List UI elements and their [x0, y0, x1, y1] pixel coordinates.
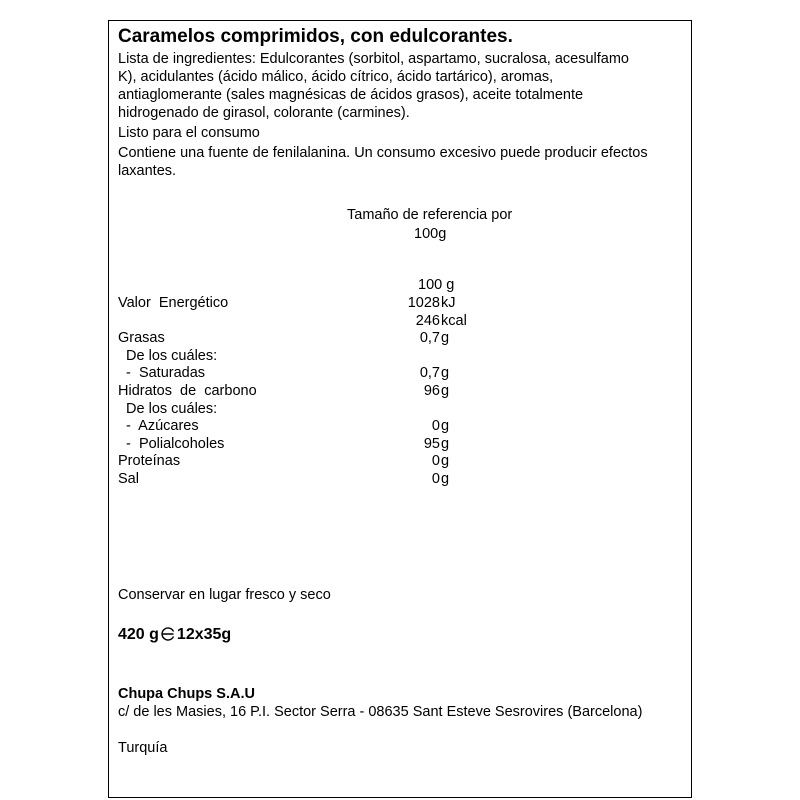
net-weight-value: 420 g [118, 626, 159, 643]
ready-to-eat-text: Listo para el consumo [118, 125, 260, 141]
nutrition-value: 96 [423, 383, 440, 399]
nutrition-unit: g [441, 453, 450, 470]
product-title: Caramelos comprimidos, con edulcorantes. [118, 26, 513, 47]
nutrition-unit: g [441, 330, 450, 347]
warning-line-2: laxantes. [118, 163, 177, 179]
nutrition-label: - Polialcoholes [118, 435, 225, 452]
estimated-sign-icon [161, 627, 175, 641]
ingredients-line-4: hidrogenado de girasol, colorante (carmines). [118, 105, 410, 121]
nutrition-label: De los cuáles: [118, 347, 218, 364]
ingredients-line-3: antiaglomerante (sales magnésicas de ácidos grasos), aceite totalmente [118, 87, 584, 103]
storage-instructions: Conservar en lugar fresco y seco [118, 587, 331, 603]
nutrition-unit: g [441, 471, 450, 487]
nutrition-value: 1028 [407, 295, 440, 311]
nutrition-unit: g [441, 418, 450, 435]
nutrition-reference-header: Tamaño de referencia por [347, 207, 513, 223]
company-address: c/ de les Masies, 16 P.I. Sector Serra - 08635 Sant Esteve Sesrovires (Barcelona) [118, 704, 643, 720]
nutrition-unit: kcal [441, 312, 467, 329]
net-weight-packs: 12x35g [176, 626, 232, 643]
nutrition-label: Valor Energético [118, 295, 229, 311]
nutrition-value: 246 [415, 312, 440, 329]
company-name: Chupa Chups S.A.U [118, 686, 255, 702]
nutrition-label: - Azúcares [118, 418, 199, 435]
nutrition-label: Hidratos de carbono [118, 383, 257, 399]
warning-line-1: Contiene una fuente de fenilalanina. Un consumo excesivo puede producir efectos [118, 145, 648, 161]
nutrition-value: 0,7 [419, 365, 440, 382]
nutrition-value: 0,7 [419, 330, 440, 347]
ingredients-line-1: Lista de ingredientes: Edulcorantes (sorbitol, aspartamo, sucralosa, acesulfamo [118, 51, 629, 67]
country-of-origin: Turquía [118, 740, 168, 756]
nutrition-unit: g [441, 383, 450, 399]
nutrition-value: 0 [431, 453, 440, 470]
nutrition-column-header: 100 g [418, 277, 455, 293]
nutrition-unit: kJ [441, 295, 456, 311]
nutrition-value: 0 [431, 418, 440, 435]
net-weight [118, 626, 231, 643]
nutrition-value: 0 [431, 471, 440, 487]
nutrition-reference-unit: 100g [414, 226, 447, 242]
ingredients-line-2: K), acidulantes (ácido málico, ácido cítrico, ácido tartárico), aromas, [118, 69, 554, 85]
nutrition-label: De los cuáles: [118, 400, 218, 417]
nutrition-unit: g [441, 365, 450, 382]
nutrition-label: Grasas [118, 330, 165, 347]
nutrition-unit: g [441, 435, 450, 452]
nutrition-label: Proteínas [118, 453, 181, 470]
nutrition-label: - Saturadas [118, 365, 206, 382]
nutrition-value: 95 [423, 435, 440, 452]
nutrition-label: Sal [118, 471, 139, 487]
